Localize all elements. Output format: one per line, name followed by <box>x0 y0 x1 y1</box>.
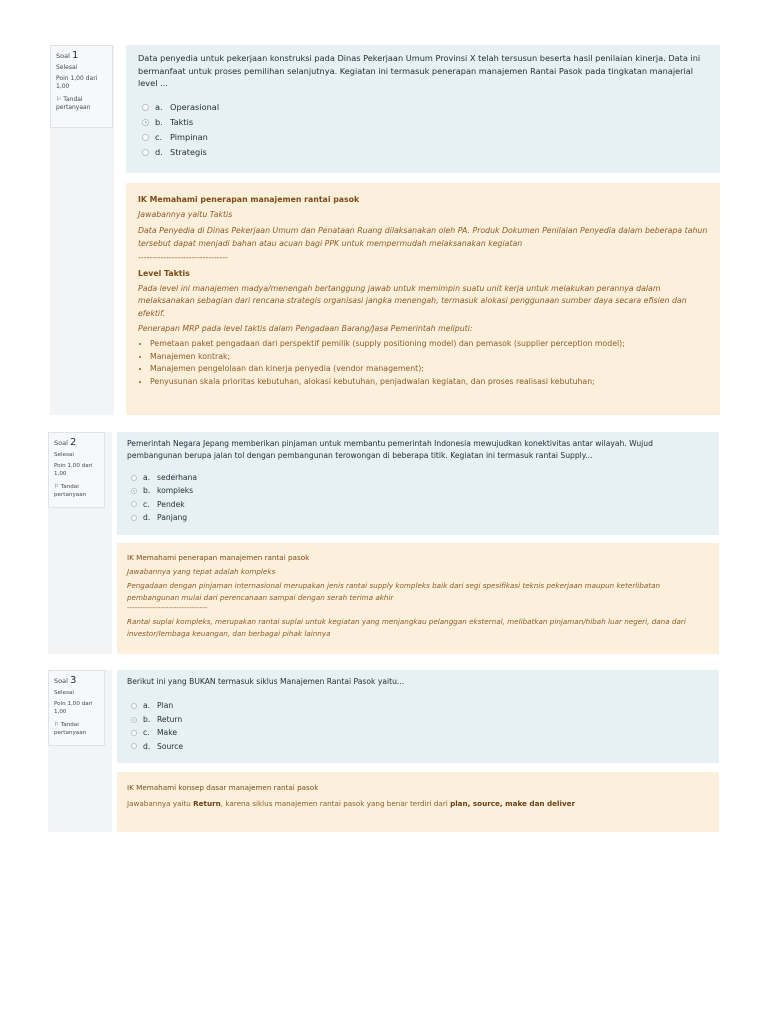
flag-icon: ⚐ <box>54 484 61 490</box>
radio-button[interactable] <box>142 104 149 111</box>
question-points: Poin 1,00 dari 1,00 <box>54 463 93 477</box>
option-c[interactable]: c. Pimpinan <box>142 130 708 145</box>
radio-button[interactable] <box>142 134 149 141</box>
radio-button-selected[interactable] <box>142 119 149 126</box>
question-status: Selesai <box>54 690 74 696</box>
feedback-divider: ------------------------------- <box>127 603 208 613</box>
feedback-explanation: Pengadaan dengan pinjaman internasional merupakan jenis rantai supply kompleks baik dari segi spesifikasi teknis pekerjaan maupun keterlibatan pembangunan mulai dari perencanaan sampai dengan serah terima akhir <box>127 581 661 602</box>
question-number: Soal 2 <box>54 437 77 448</box>
option-a[interactable]: a. Operasional <box>142 100 708 115</box>
list-item: • Manajemen pengelolaan dan kinerja penyedia (vendor management); <box>150 363 708 376</box>
list-item: • Penyusunan skala prioritas kebutuhan, alokasi kebutuhan, penjadwalan kegiatan, dan proses realisasi kebutuhan; <box>150 376 708 389</box>
flag-question-button[interactable]: ⚐ Tandai pertanyaan <box>56 96 91 111</box>
feedback-level-desc: Pada level ini manajemen madya/menengah bertanggung jawab untuk memimpin suatu unit kerja untuk melakukan perannya dalam melaksanakan sebagian dari rencana strategis organisasi jangka menengah, termasuk alokasi penggunaan sumber daya secara efisien dan efektif. <box>138 283 687 318</box>
feedback-title: IK Memahami penerapan manajemen rantai pasok <box>127 553 310 562</box>
question-points: Poin 1,00 dari 1,00 <box>54 701 93 715</box>
flag-question-button[interactable]: ⚐ Tandai pertanyaan <box>54 722 87 736</box>
option-d[interactable]: d. Strategis <box>142 145 708 160</box>
feedback-detail: Rantai suplai kompleks, merupakan rantai suplai untuk kegiatan yang menjangkau pelanggan eksternal, melibatkan pinjaman/hibah luar negeri, dana dari investor/lembaga keuangan, dan berbagai pihak lainnya <box>127 617 686 638</box>
answer-options <box>127 700 709 754</box>
radio-button[interactable] <box>131 730 137 736</box>
question-status: Selesai <box>54 452 74 458</box>
question-info-1 <box>50 45 113 128</box>
question-status: Selesai <box>56 64 78 71</box>
question-box-3 <box>117 670 719 763</box>
flag-icon: ⚐ <box>54 722 61 728</box>
feedback-box-2 <box>117 543 719 654</box>
flag-question-button[interactable]: ⚐ Tandai pertanyaan <box>54 484 87 498</box>
question-points: Poin 1,00 dari 1,00 <box>56 75 98 90</box>
option-d[interactable]: d. Source <box>131 740 709 753</box>
option-c[interactable]: c. Make <box>131 726 709 739</box>
question-number: Soal 3 <box>54 675 77 686</box>
list-item: • Manajemen kontrak; <box>150 351 708 364</box>
radio-button[interactable] <box>131 501 137 507</box>
option-b[interactable]: b. kompleks <box>131 484 709 497</box>
radio-button-selected[interactable] <box>131 488 137 494</box>
flag-icon: ⚐ <box>56 96 64 103</box>
answer-options <box>138 100 708 160</box>
feedback-answer: Jawabannya yaitu Return, karena siklus manajemen rantai pasok yang benar terdiri dari plan, source, make dan deliver <box>127 798 576 808</box>
option-b[interactable]: b. Taktis <box>142 115 708 130</box>
feedback-box-3 <box>117 772 719 832</box>
radio-button[interactable] <box>131 475 137 481</box>
radio-button[interactable] <box>131 743 137 749</box>
feedback-divider: -------------------------------- <box>138 253 229 263</box>
question-info-2 <box>48 432 105 508</box>
feedback-list <box>138 338 708 388</box>
question-text: Berikut ini yang BUKAN termasuk siklus Manajemen Rantai Pasok yaitu... <box>127 677 405 686</box>
option-c[interactable]: c. Pendek <box>131 498 709 511</box>
answer-options <box>127 471 709 525</box>
radio-button-selected[interactable] <box>131 717 137 723</box>
radio-button[interactable] <box>131 515 137 521</box>
option-a[interactable]: a. sederhana <box>131 471 709 484</box>
option-a[interactable]: a. Plan <box>131 700 709 713</box>
feedback-list-intro: Penerapan MRP pada level taktis dalam Pengadaan Barang/Jasa Pemerintah meliputi: <box>138 324 473 334</box>
feedback-answer: Jawabannya yang tepat adalah kompleks <box>127 566 276 576</box>
question-number: Soal 1 <box>56 50 79 61</box>
feedback-explanation: Data Penyedia di Dinas Pekerjaan Umum dan Penataan Ruang dilaksanakan oleh PA. Produk Dokumen Penilaian Penyedia dalam beberapa tahun tersebut dapat menjadi bahan atau acuan bagi PPK untuk mempermudah melaksanakan kegiatan <box>138 226 708 248</box>
feedback-box-1 <box>126 183 720 415</box>
option-b[interactable]: b. Return <box>131 713 709 726</box>
question-text: Data penyedia untuk pekerjaan konstruksi pada Dinas Pekerjaan Umum Provinsi X telah tersusun beserta hasil penilaian kinerja. Data ini bermanfaat untuk proses pemilihan selanjutnya. Kegiatan ini termasuk penerapan manajemen Rantai Pasok pada tingkatan manajerial level ... <box>138 53 701 89</box>
radio-button[interactable] <box>131 703 137 709</box>
radio-button[interactable] <box>142 149 149 156</box>
option-d[interactable]: d. Panjang <box>131 511 709 524</box>
question-box-1 <box>126 45 720 173</box>
feedback-title: IK Memahami konsep dasar manajemen rantai pasok <box>127 783 319 792</box>
list-item: • Pemetaan paket pengadaan dari perspektif pemilik (supply positioning model) dan pemasok (supplier perception model); <box>150 338 708 351</box>
question-box-2 <box>117 432 719 535</box>
question-info-3 <box>48 670 105 746</box>
feedback-title: IK Memahami penerapan manajemen rantai pasok <box>138 195 360 204</box>
question-text: Pemerintah Negara Jepang memberikan pinjaman untuk membantu pemerintah Indonesia mewujudkan konektivitas antar wilayah. Wujud pembangunan berupa jalan tol dengan pembangunan terowongan di beberapa titik. Kegiatan ini termasuk rantai Supply... <box>127 439 653 460</box>
feedback-level-title: Level Taktis <box>138 268 190 278</box>
feedback-answer: Jawabannya yaitu Taktis <box>138 209 233 219</box>
